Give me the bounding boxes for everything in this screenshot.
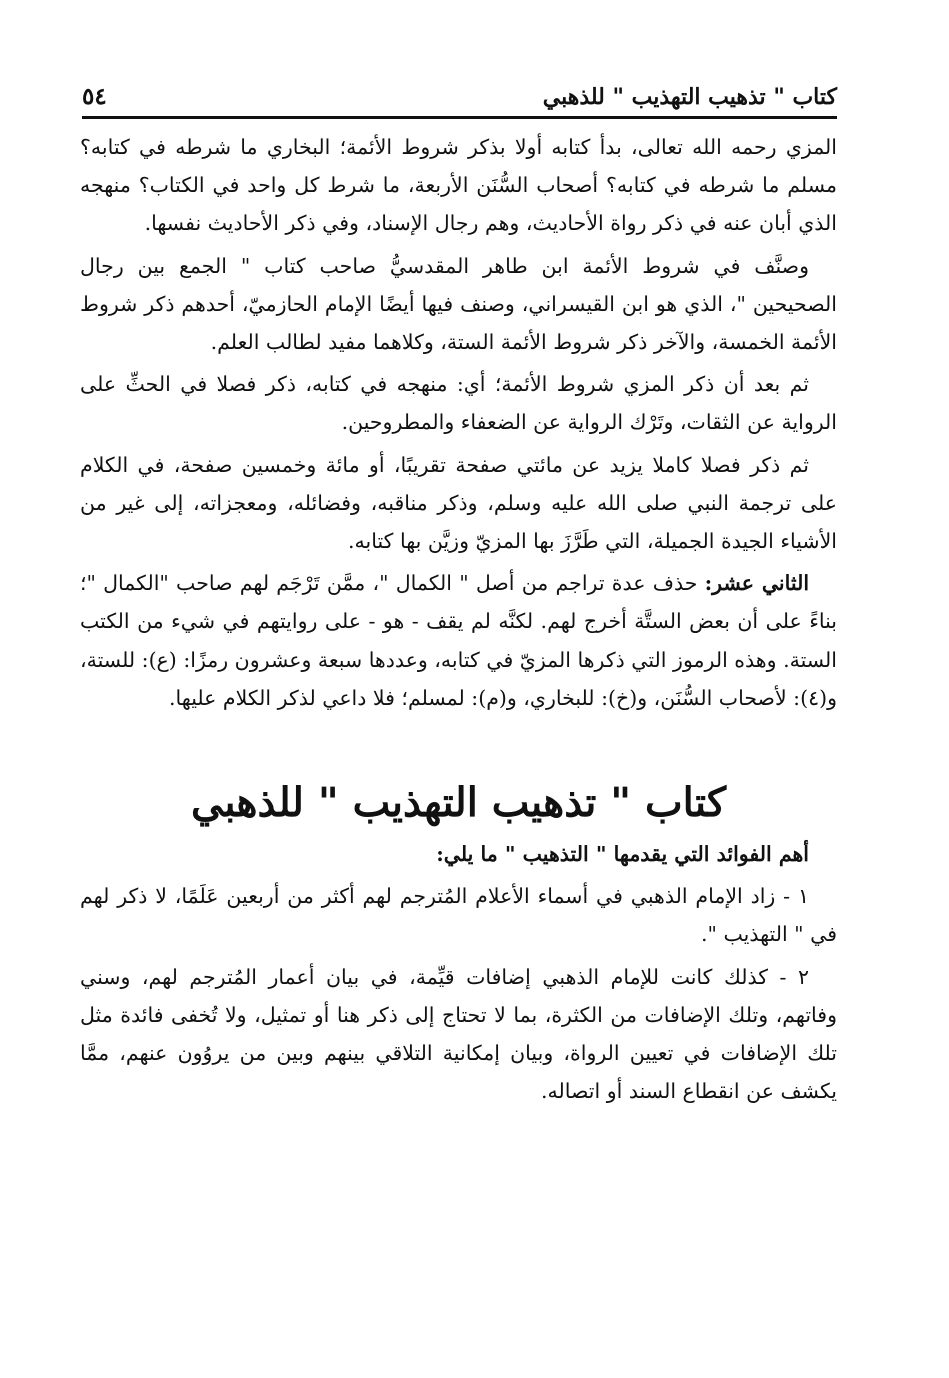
paragraph: ثم بعد أن ذكر المزي شروط الأئمة؛ أي: منهجه في كتابه، ذكر فصلا في الحثِّ على الرواية عن الثقات، وتَرْك الرواية عن الضعفاء والمطروحين. (80, 372, 837, 435)
page-number: ٥٤ (82, 83, 107, 110)
paragraph: وصنَّف في شروط الأئمة ابن طاهر المقدسيُّ صاحب كتاب " الجمع بين رجال الصحيحين "، الذي هو ابن القيسراني، وصنف فيها أيضًا الإمام الحازميّ، أحدهم ذكر شروط الأئمة الخمسة، والآخر ذكر شروط الأئمة الستة، وكلاهما مفيد لطالب العلم. (80, 253, 837, 355)
paragraph-continued: المزي رحمه الله تعالى، بدأ كتابه أولا بذكر شروط الأئمة؛ البخاري ما شرطه في كتابه؟ مسلم ما شرطه في كتابه؟ أصحاب السُّنَن الأربعة، ما شرط كل واحد في الكتاب؟ منهجه الذي أبان عنه في ذكر رواة الأحاديث، وهم رجال الإسناد، وفي ذكر الأحاديث نفسها. (80, 135, 837, 236)
list-item: ١ - زاد الإمام الذهبي في أسماء الأعلام المُترجم لهم أكثر من أربعين عَلَمًا، لا ذكر لهم في " التهذيب ". (80, 884, 837, 947)
list-item: ٢ - كذلك كانت للإمام الذهبي إضافات قيِّمة، في بيان أعمار المُترجم لهم، وسني وفاتهم، وتلك الإضافات من الكثرة، بما لا تحتاج إلى ذكر هنا أو تمثيل، ولا تُخفى فائدة مثل تلك الإضافات في تعيين الرواة، وبيان إمكانية التلاقي بينهم وبين من يروُون عنهم، ممَّا يكشف عن انقطاع السند أو اتصاله. (80, 964, 837, 1104)
paragraph-text: حذف عدة تراجم من أصل " الكمال "، ممَّن تَرْجَم لهم صاحب "الكمال "؛ بناءً على أن بعض الستَّة أخرج لهم. لكنَّه لم يقف - هو - على روايتهم في شيء من الكتب الستة. وهذه الرموز التي ذكرها المزيّ في كتابه، وعددها سبعة وعشرون رمزًا: (ع): للستة، و(٤): لأصحاب السُّنَن، و(خ): للبخاري، و(م): لمسلم؛ فلا داعي لذكر الكلام عليها. (80, 571, 837, 710)
section-heading: كتاب " تذهيب التهذيب " للذهبي (191, 779, 726, 827)
paragraph-lead: الثاني عشر: (704, 571, 810, 596)
section-subheading: أهم الفوائد التي يقدمها " التذهيب " ما يلي: (436, 842, 809, 867)
paragraph-twelfth (80, 564, 837, 717)
page-body (80, 128, 837, 1114)
page-header (82, 70, 837, 119)
paragraph: ثم ذكر فصلا كاملا يزيد عن مائتي صفحة تقريبًا، أو مائة وخمسين صفحة، في الكلام على ترجمة النبي صلى الله عليه وسلم، وذكر مناقبه، وفضائله، ومعجزاته، إلى غير من الأشياء الجيدة الجميلة، التي طَرَّزَ بها المزيّ وزيَّن بها كتابه. (80, 452, 837, 554)
running-title: كتاب " تذهيب التهذيب " للذهبي (542, 84, 837, 110)
